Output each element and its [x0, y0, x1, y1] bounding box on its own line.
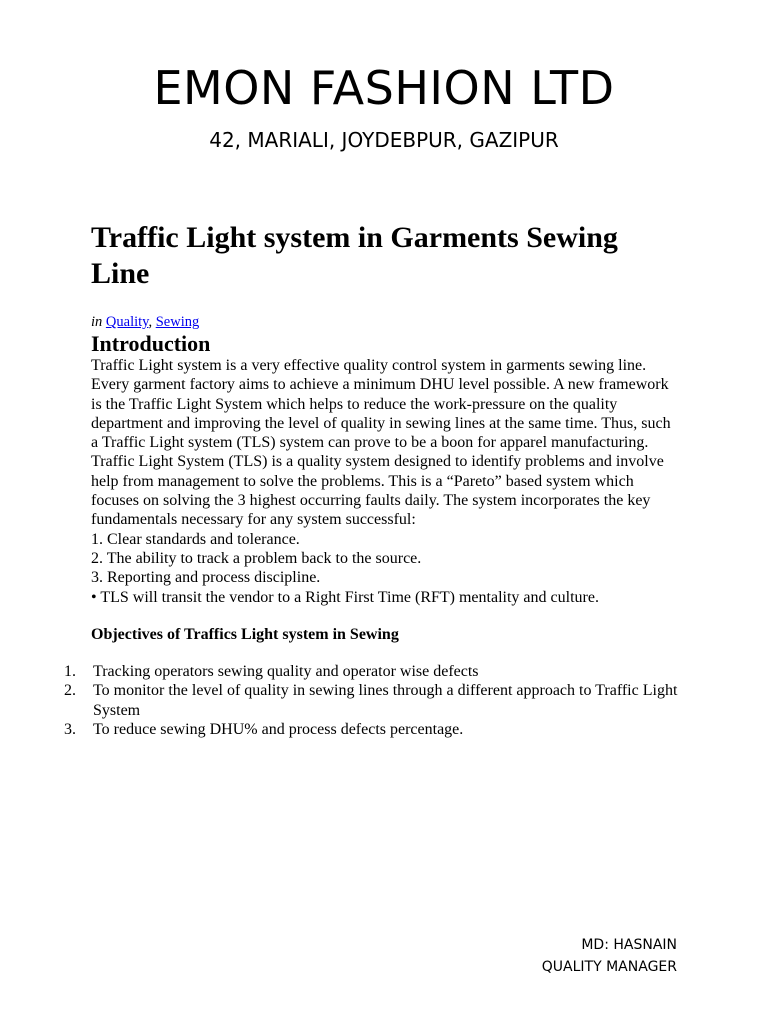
objective-number: 1. [64, 663, 76, 680]
objective-item [64, 720, 684, 739]
objective-number: 3. [64, 720, 76, 738]
company-name: EMON FASHION LTD [153, 61, 615, 115]
article [91, 220, 681, 645]
fundamental-item: 3. Reporting and process discipline. [91, 569, 321, 587]
objective-text: Tracking operators sewing quality and operator wise defects [93, 663, 479, 680]
objective-text: To reduce sewing DHU% and process defects percentage. [93, 720, 464, 738]
company-address: 42, MARIALI, JOYDEBPUR, GAZIPUR [209, 128, 559, 152]
category-link-sewing[interactable]: Sewing [155, 314, 200, 330]
objective-text: To monitor the level of quality in sewing lines through a different approach to Traffic Light System [93, 682, 678, 719]
category-link-quality[interactable]: Quality [105, 314, 149, 330]
objectives-list [64, 662, 684, 739]
signature-name: MD: HASNAIN [581, 937, 677, 953]
meta-prefix: in [91, 314, 103, 330]
intro-paragraph: Traffic Light system is a very effective quality control system in garments sewing line. Every garment factory aims to achieve a minimum DHU level possible. A new framework is the Traffic Light System which helps to reduce the work-pressure on the quality department and improving the level of quality in sewing lines at the same time. Thus, such a Traffic Light system (TLS) system can prove to be a boon for apparel manufacturing. Traffic Light System (TLS) is a quality system designed to identify problems and involve help from management to solve the problems. This is a “Pareto” based system which focuses on solving the 3 highest occurring faults daily. The system incorporates the key fundamentals necessary for any system successful: [91, 357, 671, 529]
article-meta [91, 312, 681, 332]
fundamental-item: 2. The ability to track a problem back to the source. [91, 549, 422, 567]
objective-item [64, 681, 684, 720]
fundamentals-list [91, 530, 681, 607]
objective-item [64, 662, 684, 681]
article-title: Traffic Light system in Garments Sewing Line [91, 221, 618, 290]
objective-number: 2. [64, 682, 76, 700]
signature-title: QUALITY MANAGER [541, 959, 677, 975]
fundamental-item: 1. Clear standards and tolerance. [91, 530, 300, 548]
category-separator: , [148, 314, 156, 330]
intro-heading: Introduction [91, 331, 211, 356]
fundamental-item: • TLS will transit the vendor to a Right First Time (RFT) mentality and culture. [91, 588, 599, 606]
objectives-heading: Objectives of Traffics Light system in Sewing [91, 625, 399, 643]
signature-block [542, 934, 677, 978]
